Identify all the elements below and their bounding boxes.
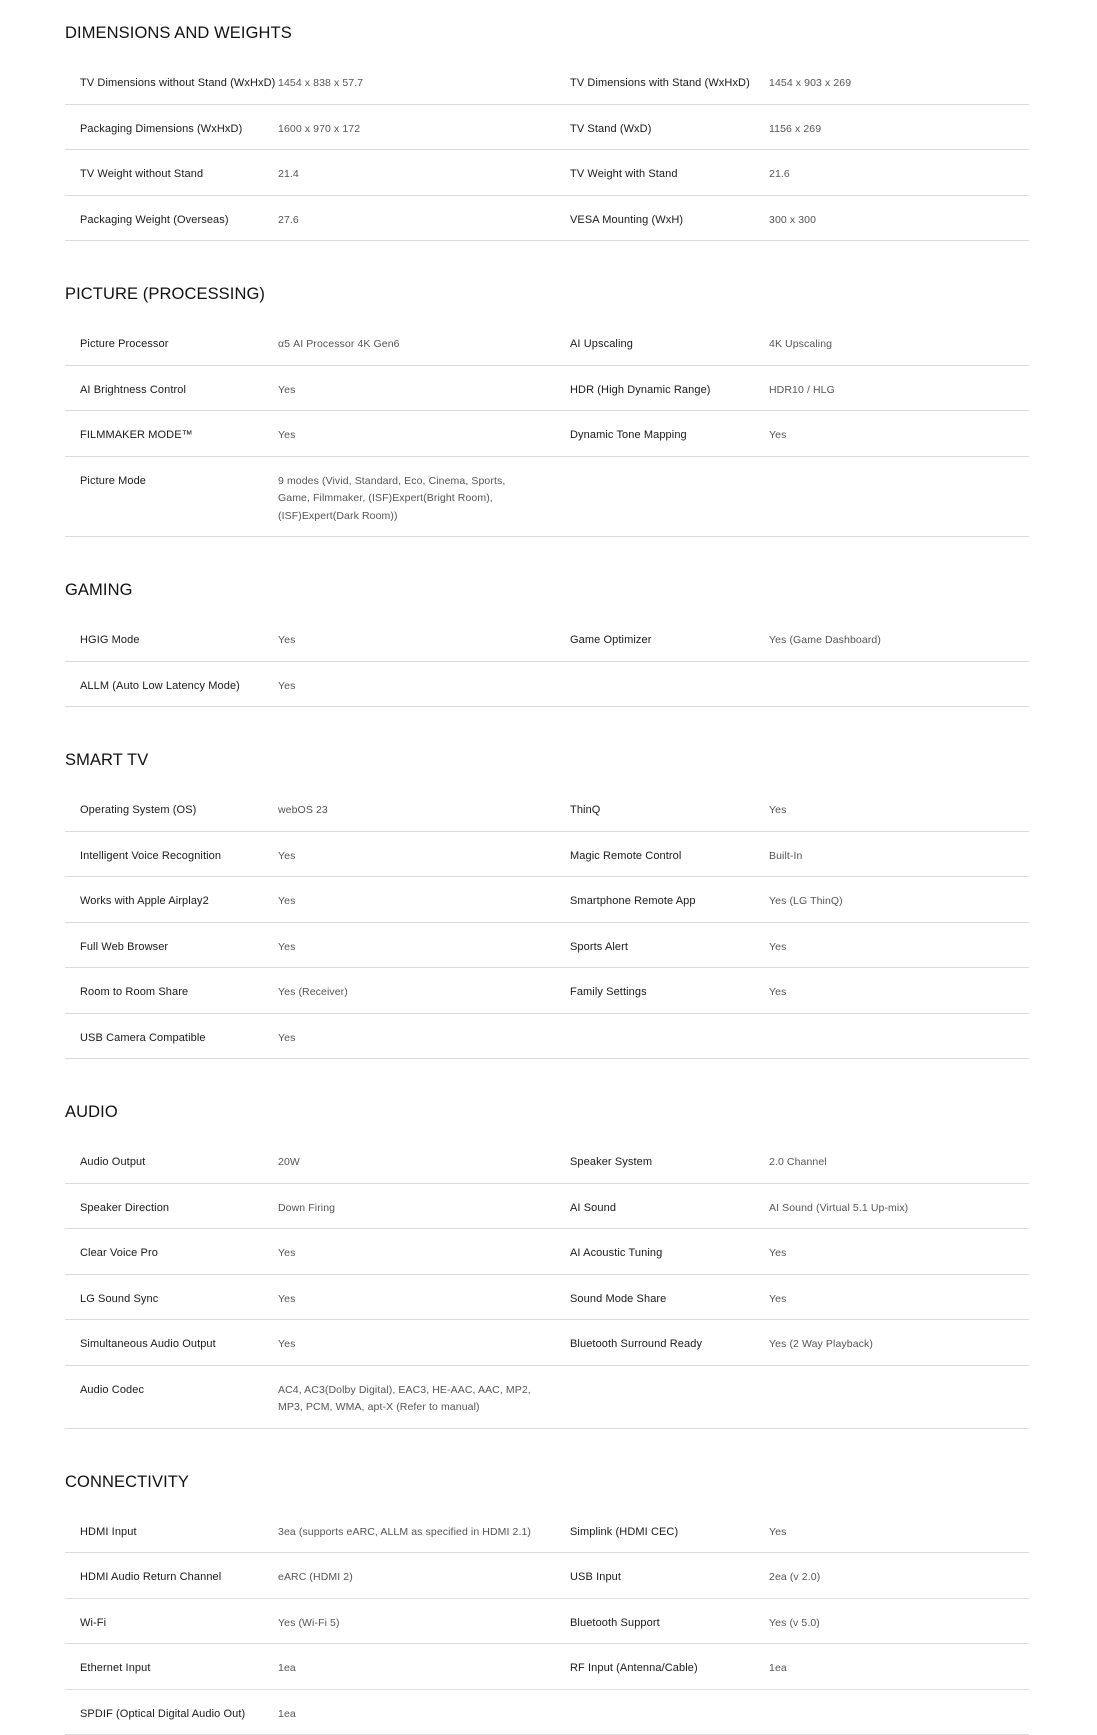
spec-item [556,212,1029,230]
spec-row [65,105,1029,151]
spec-item [556,1569,1029,1587]
spec-value: 9 modes (Vivid, Standard, Eco, Cinema, Sports, Game, Filmmaker, (ISF)Expert(Bright Room), (ISF)Expert(Dark Room)) [278,473,556,526]
spec-value: 1156 x 269 [769,121,1029,139]
spec-label: Picture Processor [65,336,278,354]
spec-label: TV Stand (WxD) [556,121,769,139]
spec-item [556,473,1029,526]
spec-label: Sound Mode Share [556,1291,769,1309]
spec-value: Yes (Wi-Fi 5) [278,1615,556,1633]
spec-item [556,1336,1029,1354]
spec-row [65,1229,1029,1275]
spec-item [65,212,556,230]
spec-label: Picture Mode [65,473,278,526]
spec-row [65,150,1029,196]
spec-item [65,336,556,354]
spec-item [65,166,556,184]
spec-label: AI Sound [556,1200,769,1218]
spec-label: Ethernet Input [65,1660,278,1678]
spec-value: 20W [278,1154,556,1172]
spec-value: Yes (2 Way Playback) [769,1336,1029,1354]
spec-value: Yes [769,939,1029,957]
spec-label: AI Upscaling [556,336,769,354]
spec-label: HGIG Mode [65,632,278,650]
section-title: DIMENSIONS AND WEIGHTS [65,22,1029,44]
spec-label: Dynamic Tone Mapping [556,427,769,445]
spec-label: TV Dimensions without Stand (WxHxD) [65,75,278,93]
spec-value: Yes [278,382,556,400]
spec-item [65,75,556,93]
spec-value: Yes [278,1030,556,1048]
spec-value: α5 AI Processor 4K Gen6 [278,336,556,354]
spec-value: Yes [278,1291,556,1309]
spec-section-picture-processing [65,283,1029,537]
spec-label: FILMMAKER MODE™ [65,427,278,445]
spec-item [65,939,556,957]
section-title: SMART TV [65,749,1029,771]
spec-table [65,59,1029,241]
section-title: AUDIO [65,1101,1029,1123]
spec-value: Yes [769,802,1029,820]
spec-value: Yes [278,1336,556,1354]
spec-label: Audio Output [65,1154,278,1172]
spec-item [65,802,556,820]
spec-value: 1600 x 970 x 172 [278,121,556,139]
spec-value: Yes [278,939,556,957]
spec-row [65,1184,1029,1230]
spec-value: Yes (Receiver) [278,984,556,1002]
spec-item [65,1336,556,1354]
spec-item [556,1660,1029,1678]
spec-row [65,1599,1029,1645]
spec-label: Wi-Fi [65,1615,278,1633]
spec-value: 3ea (supports eARC, ALLM as specified in HDMI 2.1) [278,1524,556,1542]
spec-value: HDR10 / HLG [769,382,1029,400]
spec-label: Smartphone Remote App [556,893,769,911]
spec-label: Game Optimizer [556,632,769,650]
spec-item [556,382,1029,400]
spec-label: TV Weight without Stand [65,166,278,184]
spec-label: Speaker Direction [65,1200,278,1218]
spec-label: Simplink (HDMI CEC) [556,1524,769,1542]
spec-value: 2ea (v 2.0) [769,1569,1029,1587]
spec-table [65,1508,1029,1735]
spec-section-smart-tv [65,749,1029,1059]
spec-item [556,75,1029,93]
spec-item [65,848,556,866]
spec-value: Yes [278,427,556,445]
section-title: GAMING [65,579,1029,601]
spec-label: Family Settings [556,984,769,1002]
spec-row [65,786,1029,832]
spec-item [556,1030,1029,1048]
spec-row [65,616,1029,662]
spec-table [65,786,1029,1059]
spec-value: 21.6 [769,166,1029,184]
spec-row [65,1275,1029,1321]
spec-label: HDMI Input [65,1524,278,1542]
spec-label: RF Input (Antenna/Cable) [556,1660,769,1678]
spec-row [65,1366,1029,1429]
spec-value: Yes [769,1291,1029,1309]
spec-value: 4K Upscaling [769,336,1029,354]
spec-row [65,1644,1029,1690]
spec-label: Works with Apple Airplay2 [65,893,278,911]
spec-label: Packaging Dimensions (WxHxD) [65,121,278,139]
spec-item [556,1200,1029,1218]
spec-label: TV Weight with Stand [556,166,769,184]
spec-label: USB Camera Compatible [65,1030,278,1048]
spec-label: Speaker System [556,1154,769,1172]
spec-row [65,411,1029,457]
spec-item [556,984,1029,1002]
spec-value: 1454 x 838 x 57.7 [278,75,556,93]
spec-value: Yes [278,1245,556,1263]
spec-row [65,59,1029,105]
spec-item [556,802,1029,820]
spec-label: AI Acoustic Tuning [556,1245,769,1263]
spec-value: Yes (LG ThinQ) [769,893,1029,911]
spec-item [65,1382,556,1417]
spec-row [65,1138,1029,1184]
spec-value: 27.6 [278,212,556,230]
spec-label: HDMI Audio Return Channel [65,1569,278,1587]
spec-table [65,320,1029,537]
spec-item [65,893,556,911]
spec-value: AC4, AC3(Dolby Digital), EAC3, HE-AAC, AAC, MP2, MP3, PCM, WMA, apt-X (Refer to manual) [278,1382,556,1417]
spec-item [65,1524,556,1542]
spec-item [556,1382,1029,1417]
spec-value: Yes [278,893,556,911]
spec-item [556,1154,1029,1172]
spec-section-dimensions-and-weights [65,22,1029,241]
spec-table [65,1138,1029,1429]
spec-item [556,1291,1029,1309]
spec-label: USB Input [556,1569,769,1587]
spec-item [65,1615,556,1633]
spec-row [65,1014,1029,1060]
spec-label: TV Dimensions with Stand (WxHxD) [556,75,769,93]
spec-item [556,1245,1029,1263]
spec-item [65,1030,556,1048]
spec-label: Clear Voice Pro [65,1245,278,1263]
spec-item [65,632,556,650]
spec-row [65,923,1029,969]
spec-value: 1ea [769,1660,1029,1678]
spec-item [556,1615,1029,1633]
spec-value: eARC (HDMI 2) [278,1569,556,1587]
spec-row [65,1690,1029,1735]
spec-item [65,1291,556,1309]
spec-row [65,457,1029,538]
spec-row [65,366,1029,412]
spec-item [65,1200,556,1218]
section-title: PICTURE (PROCESSING) [65,283,1029,305]
spec-label: Packaging Weight (Overseas) [65,212,278,230]
spec-item [65,427,556,445]
spec-label: HDR (High Dynamic Range) [556,382,769,400]
spec-item [65,984,556,1002]
spec-row [65,662,1029,708]
spec-value: 1454 x 903 x 269 [769,75,1029,93]
spec-label: Sports Alert [556,939,769,957]
spec-item [556,1706,1029,1724]
spec-row [65,320,1029,366]
spec-value: 1ea [278,1706,556,1724]
spec-value: AI Sound (Virtual 5.1 Up-mix) [769,1200,1029,1218]
spec-row [65,1553,1029,1599]
spec-item [556,893,1029,911]
spec-value: Yes [769,984,1029,1002]
spec-value: 2.0 Channel [769,1154,1029,1172]
spec-value: Yes [278,848,556,866]
spec-value: Built-In [769,848,1029,866]
spec-item [556,939,1029,957]
spec-value: Down Firing [278,1200,556,1218]
spec-label: Simultaneous Audio Output [65,1336,278,1354]
spec-value: 300 x 300 [769,212,1029,230]
spec-label: Operating System (OS) [65,802,278,820]
spec-item [556,678,1029,696]
spec-row [65,1320,1029,1366]
spec-value: Yes (Game Dashboard) [769,632,1029,650]
spec-row [65,832,1029,878]
spec-label: Room to Room Share [65,984,278,1002]
spec-row [65,1508,1029,1554]
spec-item [65,473,556,526]
spec-item [65,1706,556,1724]
spec-item [65,1154,556,1172]
spec-item [556,848,1029,866]
spec-row [65,968,1029,1014]
spec-item [556,121,1029,139]
spec-value: Yes [769,1524,1029,1542]
spec-value: webOS 23 [278,802,556,820]
spec-item [556,427,1029,445]
spec-item [65,678,556,696]
spec-label: Bluetooth Support [556,1615,769,1633]
spec-section-gaming [65,579,1029,707]
spec-item [556,336,1029,354]
spec-label: Full Web Browser [65,939,278,957]
spec-item [65,121,556,139]
spec-item [556,632,1029,650]
spec-label: AI Brightness Control [65,382,278,400]
spec-item [65,1569,556,1587]
spec-item [65,1660,556,1678]
spec-value: Yes [278,678,556,696]
spec-label: VESA Mounting (WxH) [556,212,769,230]
spec-item [65,1245,556,1263]
spec-row [65,877,1029,923]
spec-label: ALLM (Auto Low Latency Mode) [65,678,278,696]
spec-value: Yes (v 5.0) [769,1615,1029,1633]
spec-label: Bluetooth Surround Ready [556,1336,769,1354]
spec-row [65,196,1029,242]
spec-item [556,166,1029,184]
spec-label: Intelligent Voice Recognition [65,848,278,866]
spec-section-connectivity [65,1471,1029,1735]
spec-value: Yes [769,1245,1029,1263]
spec-label: Audio Codec [65,1382,278,1417]
spec-table [65,616,1029,707]
spec-item [556,1524,1029,1542]
spec-item [65,382,556,400]
spec-label: Magic Remote Control [556,848,769,866]
spec-label: ThinQ [556,802,769,820]
spec-label: LG Sound Sync [65,1291,278,1309]
section-title: CONNECTIVITY [65,1471,1029,1493]
spec-section-audio [65,1101,1029,1429]
spec-value: 21.4 [278,166,556,184]
spec-value: Yes [769,427,1029,445]
spec-value: Yes [278,632,556,650]
spec-value: 1ea [278,1660,556,1678]
spec-label: SPDIF (Optical Digital Audio Out) [65,1706,278,1724]
